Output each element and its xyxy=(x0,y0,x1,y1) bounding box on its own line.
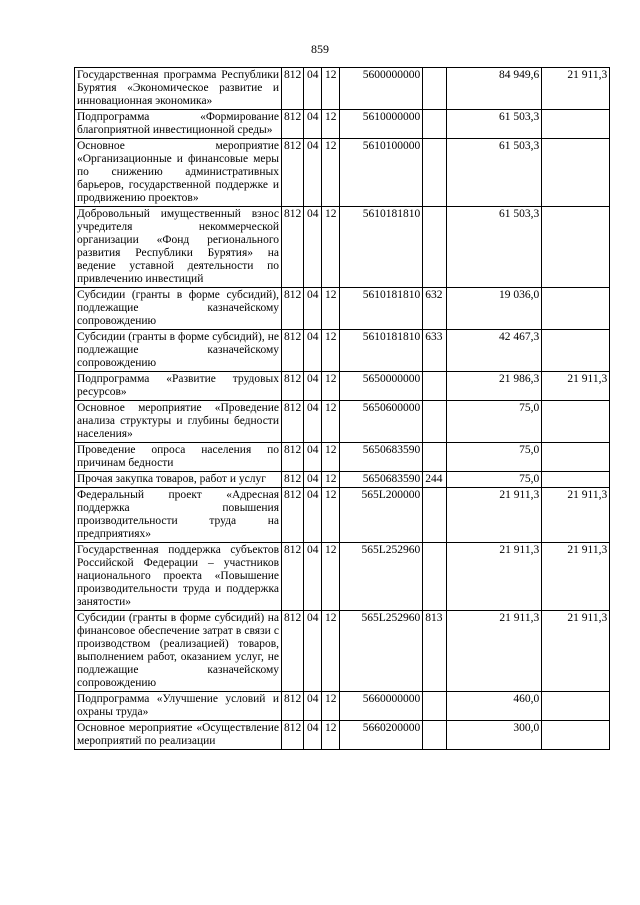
section-code: 04 xyxy=(304,68,322,110)
ministry-code: 812 xyxy=(282,288,304,330)
target-article-code: 5610000000 xyxy=(340,110,423,139)
row-name: Прочая закупка товаров, работ и услуг xyxy=(75,472,282,488)
expense-type-code: 244 xyxy=(423,472,447,488)
target-article-code: 5600000000 xyxy=(340,68,423,110)
row-name: Основное мероприятие «Проведение анализа структуры и глубины бедности населения» xyxy=(75,401,282,443)
ministry-code: 812 xyxy=(282,692,304,721)
table-row xyxy=(75,543,610,611)
table-row xyxy=(75,288,610,330)
section-code: 04 xyxy=(304,330,322,372)
ministry-code: 812 xyxy=(282,110,304,139)
section-code: 04 xyxy=(304,543,322,611)
subsection-code: 12 xyxy=(322,443,340,472)
subsection-code: 12 xyxy=(322,543,340,611)
amount-col-2: 21 911,3 xyxy=(542,611,610,692)
row-name: Добровольный имущественный взнос учредителя некоммерческой организации «Фонд регионального развития Республики Бурятия» на ведение уставной деятельности по привлечению инвестиций xyxy=(75,207,282,288)
expense-type-code xyxy=(423,139,447,207)
expense-type-code: 633 xyxy=(423,330,447,372)
amount-col-1: 21 911,3 xyxy=(447,543,542,611)
ministry-code: 812 xyxy=(282,139,304,207)
table-row xyxy=(75,110,610,139)
subsection-code: 12 xyxy=(322,288,340,330)
amount-col-1: 84 949,6 xyxy=(447,68,542,110)
target-article-code: 5650683590 xyxy=(340,472,423,488)
table-row xyxy=(75,207,610,288)
table-row xyxy=(75,401,610,443)
target-article-code: 565L252960 xyxy=(340,543,423,611)
expense-type-code xyxy=(423,68,447,110)
amount-col-1: 21 911,3 xyxy=(447,488,542,543)
section-code: 04 xyxy=(304,472,322,488)
table-row xyxy=(75,611,610,692)
table-row xyxy=(75,139,610,207)
amount-col-1: 61 503,3 xyxy=(447,139,542,207)
subsection-code: 12 xyxy=(322,207,340,288)
subsection-code: 12 xyxy=(322,330,340,372)
target-article-code: 5610181810 xyxy=(340,207,423,288)
row-name: Государственная поддержка субъектов Российской Федерации – участников национального проекта «Повышение производительности труда и поддержка занятости» xyxy=(75,543,282,611)
subsection-code: 12 xyxy=(322,68,340,110)
amount-col-1: 42 467,3 xyxy=(447,330,542,372)
budget-table xyxy=(74,67,610,750)
amount-col-1: 75,0 xyxy=(447,443,542,472)
row-name: Субсидии (гранты в форме субсидий), подлежащие казначейскому сопровождению xyxy=(75,288,282,330)
row-name: Подпрограмма «Развитие трудовых ресурсов» xyxy=(75,372,282,401)
amount-col-1: 75,0 xyxy=(447,472,542,488)
table-row xyxy=(75,692,610,721)
ministry-code: 812 xyxy=(282,68,304,110)
section-code: 04 xyxy=(304,488,322,543)
amount-col-2 xyxy=(542,401,610,443)
section-code: 04 xyxy=(304,692,322,721)
target-article-code: 5610181810 xyxy=(340,288,423,330)
row-name: Подпрограмма «Формирование благоприятной инвестиционной среды» xyxy=(75,110,282,139)
ministry-code: 812 xyxy=(282,401,304,443)
subsection-code: 12 xyxy=(322,488,340,543)
amount-col-1: 460,0 xyxy=(447,692,542,721)
table-row xyxy=(75,330,610,372)
subsection-code: 12 xyxy=(322,401,340,443)
amount-col-2 xyxy=(542,692,610,721)
section-code: 04 xyxy=(304,721,322,750)
section-code: 04 xyxy=(304,110,322,139)
amount-col-1: 61 503,3 xyxy=(447,110,542,139)
section-code: 04 xyxy=(304,372,322,401)
expense-type-code xyxy=(423,401,447,443)
expense-type-code xyxy=(423,721,447,750)
amount-col-1: 61 503,3 xyxy=(447,207,542,288)
expense-type-code xyxy=(423,372,447,401)
section-code: 04 xyxy=(304,443,322,472)
amount-col-1: 19 036,0 xyxy=(447,288,542,330)
expense-type-code xyxy=(423,692,447,721)
table-row xyxy=(75,68,610,110)
section-code: 04 xyxy=(304,139,322,207)
section-code: 04 xyxy=(304,207,322,288)
amount-col-2: 21 911,3 xyxy=(542,68,610,110)
amount-col-2 xyxy=(542,472,610,488)
ministry-code: 812 xyxy=(282,488,304,543)
section-code: 04 xyxy=(304,401,322,443)
target-article-code: 5650000000 xyxy=(340,372,423,401)
amount-col-2: 21 911,3 xyxy=(542,372,610,401)
ministry-code: 812 xyxy=(282,372,304,401)
amount-col-2 xyxy=(542,288,610,330)
subsection-code: 12 xyxy=(322,611,340,692)
subsection-code: 12 xyxy=(322,692,340,721)
subsection-code: 12 xyxy=(322,110,340,139)
amount-col-2 xyxy=(542,110,610,139)
subsection-code: 12 xyxy=(322,139,340,207)
amount-col-2 xyxy=(542,207,610,288)
table-row xyxy=(75,472,610,488)
expense-type-code xyxy=(423,207,447,288)
table-row xyxy=(75,443,610,472)
target-article-code: 5660200000 xyxy=(340,721,423,750)
table-row xyxy=(75,721,610,750)
row-name: Подпрограмма «Улучшение условий и охраны труда» xyxy=(75,692,282,721)
subsection-code: 12 xyxy=(322,372,340,401)
target-article-code: 5650683590 xyxy=(340,443,423,472)
target-article-code: 565L200000 xyxy=(340,488,423,543)
table-row xyxy=(75,488,610,543)
amount-col-1: 21 911,3 xyxy=(447,611,542,692)
table-row xyxy=(75,372,610,401)
row-name: Проведение опроса населения по причинам бедности xyxy=(75,443,282,472)
section-code: 04 xyxy=(304,611,322,692)
row-name: Основное мероприятие «Осуществление мероприятий по реализации xyxy=(75,721,282,750)
target-article-code: 565L252960 xyxy=(340,611,423,692)
expense-type-code xyxy=(423,488,447,543)
amount-col-2: 21 911,3 xyxy=(542,543,610,611)
amount-col-2 xyxy=(542,721,610,750)
ministry-code: 812 xyxy=(282,207,304,288)
row-name: Федеральный проект «Адресная поддержка повышения производительности труда на предприятиях» xyxy=(75,488,282,543)
amount-col-1: 75,0 xyxy=(447,401,542,443)
ministry-code: 812 xyxy=(282,330,304,372)
ministry-code: 812 xyxy=(282,611,304,692)
amount-col-1: 300,0 xyxy=(447,721,542,750)
subsection-code: 12 xyxy=(322,472,340,488)
ministry-code: 812 xyxy=(282,721,304,750)
ministry-code: 812 xyxy=(282,543,304,611)
expense-type-code xyxy=(423,110,447,139)
ministry-code: 812 xyxy=(282,443,304,472)
amount-col-2 xyxy=(542,443,610,472)
page-number: 859 xyxy=(311,42,329,56)
row-name: Государственная программа Республики Бурятия «Экономическое развитие и инновационная экономика» xyxy=(75,68,282,110)
subsection-code: 12 xyxy=(322,721,340,750)
amount-col-1: 21 986,3 xyxy=(447,372,542,401)
target-article-code: 5610100000 xyxy=(340,139,423,207)
expense-type-code: 813 xyxy=(423,611,447,692)
target-article-code: 5650600000 xyxy=(340,401,423,443)
amount-col-2 xyxy=(542,330,610,372)
amount-col-2: 21 911,3 xyxy=(542,488,610,543)
row-name: Основное мероприятие «Организационные и финансовые меры по снижению административных барьеров, государственной поддержке и продвижению проектов» xyxy=(75,139,282,207)
row-name: Субсидии (гранты в форме субсидий), не подлежащие казначейскому сопровождению xyxy=(75,330,282,372)
amount-col-2 xyxy=(542,139,610,207)
target-article-code: 5660000000 xyxy=(340,692,423,721)
expense-type-code xyxy=(423,543,447,611)
expense-type-code: 632 xyxy=(423,288,447,330)
ministry-code: 812 xyxy=(282,472,304,488)
row-name: Субсидии (гранты в форме субсидий) на финансовое обеспечение затрат в связи с производством (реализацией) товаров, выполнением работ, оказанием услуг, не подлежащие казначейскому сопровождению xyxy=(75,611,282,692)
section-code: 04 xyxy=(304,288,322,330)
target-article-code: 5610181810 xyxy=(340,330,423,372)
expense-type-code xyxy=(423,443,447,472)
